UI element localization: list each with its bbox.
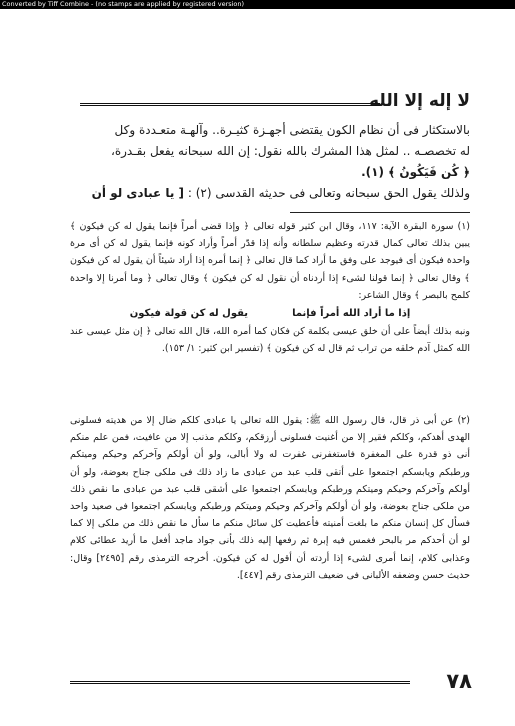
main-line	[70, 183, 470, 204]
converter-watermark: Converted by Tiff Combine - (no stamps are applied by registered version)	[0, 0, 515, 9]
footer-rule	[70, 681, 410, 684]
verse-hemistich: يقول له كن قولة فيكون	[129, 308, 249, 320]
main-line-quran: ﴿ كُن فَيَكُونُ ﴾ (١).	[361, 165, 470, 179]
main-line: له تخصصـه .. لمثل هذا المشرك بالله نقول: إن الله سبحانه يفعل بقـدرة،	[110, 144, 470, 158]
main-line: بالاستكثار فى أن نظام الكون يقتضى أجهـزة كثيـرة.. وآلهـة متعـددة وكل	[114, 123, 470, 137]
footnote-1-paragraph: (١) سورة البقرة الآية: ١١٧، وقال ابن كثير قوله تعالى ﴿ وإذا قضى أمراً فإنما يقول له كن فيكون ﴾ يبين بذلك تعالى كمال قدرته وعظيم سلطانه وأنه إذا قدّر أمراً وأراد كونه فإنما يقول له كن أى مرة واحدة فيكون أى فيوجد على وفق ما أراد كما قال تعالى ﴿ إنما أمره إذا أراد شيئاً أن يقول له كن فيكون ﴾ وقال تعالى ﴿ إنما قولنا لشىء إذا أردناه أن نقول له كن فيكون ﴾ وقال تعالى ﴿ وما أمرنا إلا واحدة كلمح بالبصر ﴾ وقال الشاعر:	[70, 221, 471, 301]
main-text	[70, 120, 470, 204]
header-rule	[80, 103, 380, 106]
footnote-separator	[290, 212, 470, 213]
main-line-text: ولذلك يقول الحق سبحانه وتعالى فى حديثه القدسى (٢) :	[184, 186, 470, 200]
page-number: ٧٨	[446, 669, 472, 693]
poetry-verse	[70, 305, 470, 322]
footnote-1-paragraph: ونبه بذلك أيضاً على أن خلق عيسى بكلمة كن فكان كما أمره الله، قال الله تعالى ﴿ إن مثل عيسى عند الله كمثل آدم خلقه من تراب ثم قال له كن فيكون ﴾ (تفسير ابن كثير: ١/ ١٥٣).	[70, 326, 470, 355]
footnote-2	[70, 412, 470, 584]
hadith-quote-start: [ يا عبادى لو أن	[91, 186, 185, 200]
running-header-title: لا إله إلا الله	[369, 91, 470, 111]
footnote-1	[70, 218, 470, 358]
footnote-2-paragraph: (٢) عن أبى ذر قال، قال رسول الله ﷺ: يقول الله تعالى يا عبادى كلكم ضال إلا من هديته فسلونى الهدى أهدكم، وكلكم فقير إلا من أغنيت فسلونى أرزقكم، وكلكم مذنب إلا من عافيت، فمن علم منكم أنى ذو قدرة على المغفرة فاستغفرنى غفرت له ولا أبالى، ولو أن أولكم وآخركم وحيكم وميتكم ورطبكم ويابسكم اجتمعوا على أتقى قلب عبد من عبادى ما زاد ذلك فى ملكى جناح بعوضة، ولو أن أولكم وآخركم وحيكم وميتكم ورطبكم ويابسكم اجتمعوا على أشقى قلب عبد من عبادى ما نقص ذلك من ملكى جناح بعوضة، ولو أن أولكم وآخركم وحيكم وميتكم ورطبكم ويابسكم اجتمعوا فى صعيد واحد فسأل كل إنسان منكم ما بلغت أمنيته فأعطيت كل سائل منكم ما سأل ما نقص ذلك من ملكى إلا كما لو أن أحدكم مر بالبحر فغمس فيه إبرة ثم رفعها إليه ذلك بأنى جواد ماجد أفعل ما أريد عطائى كلام وعذابى كلام، إنما أمرى لشىء إذا أردته أن أقول له كن فيكون. أخرجه الترمذى رقم [٢٤٩٥] وقال: حديث حسن وضعفه الألبانى فى ضعيف الترمذى رقم [٤٤٧].	[70, 415, 470, 581]
verse-hemistich: إذا ما أراد الله أمراً فإنما	[292, 308, 411, 320]
